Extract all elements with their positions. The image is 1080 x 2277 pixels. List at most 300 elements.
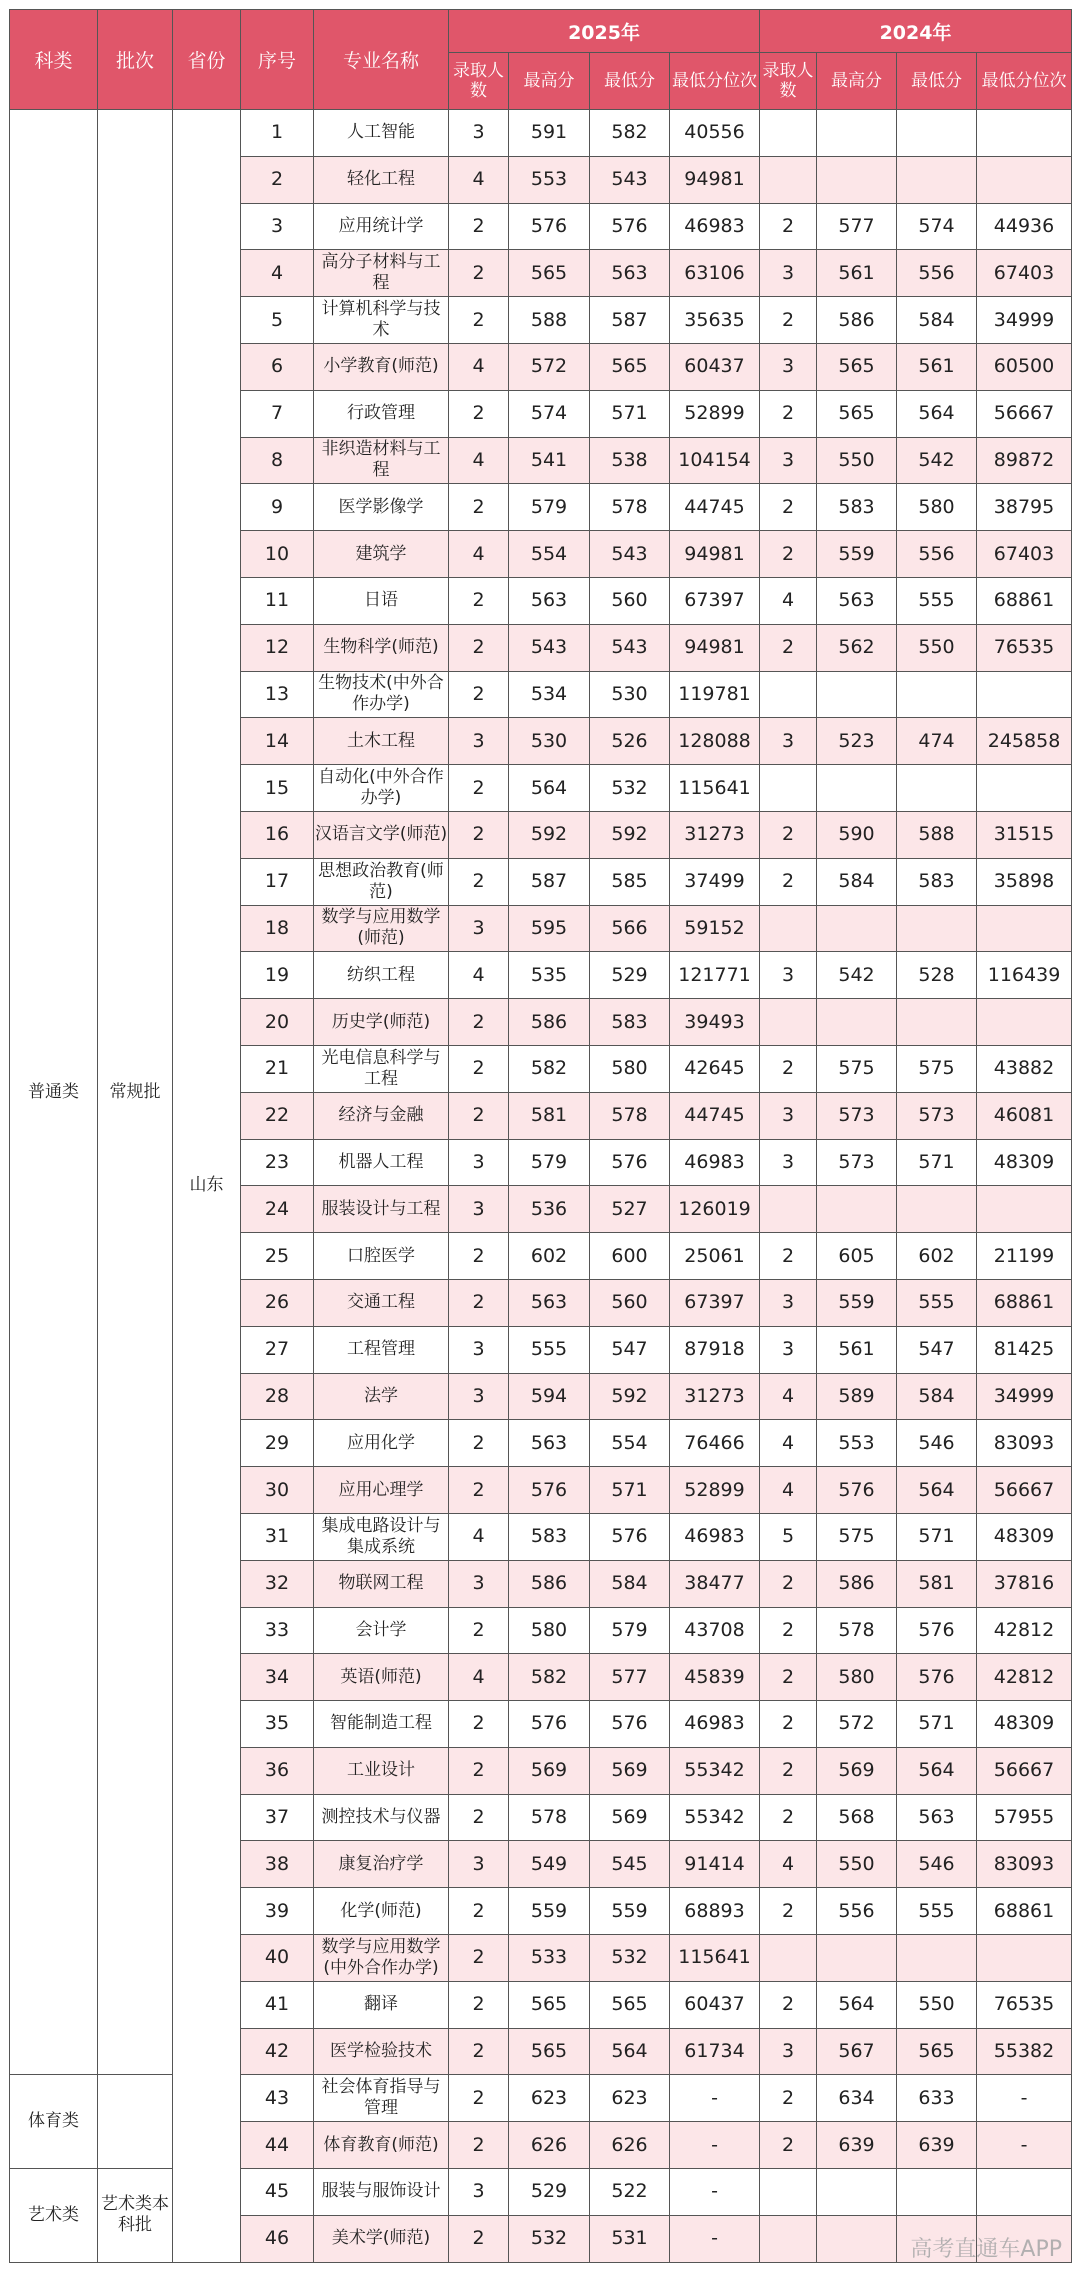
min-rank-2025: 44745 <box>670 484 760 531</box>
min-score-2024: 546 <box>897 1841 977 1888</box>
min-rank-2025: 94981 <box>670 531 760 578</box>
admitted-2025: 2 <box>449 1747 509 1794</box>
max-score-2024: 577 <box>817 203 897 250</box>
major-name: 服装与服饰设计 <box>314 2169 449 2216</box>
min-score-2024 <box>897 2169 977 2216</box>
min-rank-2024: 67403 <box>977 531 1072 578</box>
admitted-2024: 2 <box>760 531 817 578</box>
row-index: 10 <box>241 531 314 578</box>
max-score-2024: 561 <box>817 1326 897 1373</box>
max-score-2025: 532 <box>509 2215 590 2262</box>
major-name: 英语(师范) <box>314 1654 449 1701</box>
min-score-2024: 555 <box>897 1279 977 1326</box>
admitted-2024: 2 <box>760 1747 817 1794</box>
min-score-2024: 639 <box>897 2122 977 2169</box>
min-score-2024: 584 <box>897 1373 977 1420</box>
max-score-2024: 568 <box>817 1794 897 1841</box>
max-score-2024: 559 <box>817 531 897 578</box>
admitted-2025: 2 <box>449 858 509 905</box>
min-rank-2024: 34999 <box>977 297 1072 344</box>
major-name: 会计学 <box>314 1607 449 1654</box>
admitted-2024 <box>760 1186 817 1233</box>
min-score-2025: 547 <box>590 1326 670 1373</box>
max-score-2024: 556 <box>817 1888 897 1935</box>
min-score-2024: 574 <box>897 203 977 250</box>
min-rank-2024 <box>977 156 1072 203</box>
max-score-2024: 523 <box>817 718 897 765</box>
min-score-2024: 633 <box>897 2075 977 2122</box>
row-index: 40 <box>241 1935 314 1982</box>
min-rank-2024: 43882 <box>977 1045 1072 1092</box>
major-name: 小学教育(师范) <box>314 343 449 390</box>
header-2024-min-score: 最低分 <box>897 53 977 110</box>
max-score-2025: 549 <box>509 1841 590 1888</box>
major-name: 生物技术(中外合作办学) <box>314 671 449 718</box>
max-score-2024: 580 <box>817 1654 897 1701</box>
max-score-2025: 592 <box>509 811 590 858</box>
min-rank-2025: 31273 <box>670 811 760 858</box>
admitted-2025: 3 <box>449 1373 509 1420</box>
max-score-2024: 575 <box>817 1045 897 1092</box>
max-score-2025: 602 <box>509 1233 590 1280</box>
major-name: 化学(师范) <box>314 1888 449 1935</box>
max-score-2024: 559 <box>817 1279 897 1326</box>
min-score-2024 <box>897 110 977 157</box>
admitted-2025: 4 <box>449 1513 509 1560</box>
admitted-2024: 2 <box>760 297 817 344</box>
admitted-2024 <box>760 2169 817 2216</box>
admission-score-table <box>9 9 1072 2263</box>
min-rank-2025: 94981 <box>670 624 760 671</box>
max-score-2024: 578 <box>817 1607 897 1654</box>
major-name: 汉语言文学(师范) <box>314 811 449 858</box>
admitted-2024: 2 <box>760 2122 817 2169</box>
min-rank-2024: 67403 <box>977 250 1072 297</box>
header-major: 专业名称 <box>314 10 449 110</box>
min-score-2025: 532 <box>590 1935 670 1982</box>
major-name: 智能制造工程 <box>314 1701 449 1748</box>
admitted-2025: 2 <box>449 1045 509 1092</box>
min-score-2024: 581 <box>897 1560 977 1607</box>
major-name: 康复治疗学 <box>314 1841 449 1888</box>
table-row <box>10 110 1072 157</box>
max-score-2024: 575 <box>817 1513 897 1560</box>
major-name: 服装设计与工程 <box>314 1186 449 1233</box>
row-index: 25 <box>241 1233 314 1280</box>
min-rank-2024: 76535 <box>977 1981 1072 2028</box>
min-rank-2024 <box>977 2169 1072 2216</box>
min-rank-2025: 43708 <box>670 1607 760 1654</box>
max-score-2025: 555 <box>509 1326 590 1373</box>
min-score-2024: 546 <box>897 1420 977 1467</box>
min-rank-2025: 39493 <box>670 999 760 1046</box>
admitted-2025: 2 <box>449 671 509 718</box>
min-score-2024: 584 <box>897 297 977 344</box>
major-name: 建筑学 <box>314 531 449 578</box>
max-score-2024: 605 <box>817 1233 897 1280</box>
min-rank-2024: 55382 <box>977 2028 1072 2075</box>
min-rank-2025: 52899 <box>670 390 760 437</box>
row-index: 41 <box>241 1981 314 2028</box>
admitted-2024: 3 <box>760 1139 817 1186</box>
max-score-2024 <box>817 1186 897 1233</box>
admitted-2024: 2 <box>760 1233 817 1280</box>
row-index: 21 <box>241 1045 314 1092</box>
max-score-2025: 565 <box>509 2028 590 2075</box>
min-rank-2025: 31273 <box>670 1373 760 1420</box>
min-rank-2024: 60500 <box>977 343 1072 390</box>
min-score-2024: 573 <box>897 1092 977 1139</box>
min-rank-2025: 46983 <box>670 1513 760 1560</box>
max-score-2024: 586 <box>817 297 897 344</box>
max-score-2024: 550 <box>817 1841 897 1888</box>
header-province: 省份 <box>173 10 241 110</box>
max-score-2024: 542 <box>817 952 897 999</box>
max-score-2024 <box>817 2215 897 2262</box>
major-name: 历史学(师范) <box>314 999 449 1046</box>
min-score-2025: 563 <box>590 250 670 297</box>
min-score-2024: 571 <box>897 1513 977 1560</box>
row-index: 26 <box>241 1279 314 1326</box>
max-score-2025: 576 <box>509 203 590 250</box>
row-index: 3 <box>241 203 314 250</box>
admitted-2025: 2 <box>449 1701 509 1748</box>
admitted-2025: 2 <box>449 484 509 531</box>
min-rank-2025: 94981 <box>670 156 760 203</box>
header-index: 序号 <box>241 10 314 110</box>
min-score-2024: 576 <box>897 1607 977 1654</box>
min-rank-2024: 83093 <box>977 1420 1072 1467</box>
major-name: 应用心理学 <box>314 1467 449 1514</box>
max-score-2024 <box>817 156 897 203</box>
min-score-2024: 550 <box>897 624 977 671</box>
min-score-2024: 556 <box>897 250 977 297</box>
table-header <box>10 10 1072 110</box>
max-score-2024 <box>817 1935 897 1982</box>
min-rank-2024: 34999 <box>977 1373 1072 1420</box>
row-index: 13 <box>241 671 314 718</box>
category-cell: 艺术类 <box>10 2169 98 2263</box>
max-score-2025: 576 <box>509 1701 590 1748</box>
min-score-2025: 626 <box>590 2122 670 2169</box>
admitted-2024: 2 <box>760 1607 817 1654</box>
admitted-2024 <box>760 1935 817 1982</box>
min-score-2025: 565 <box>590 343 670 390</box>
major-name: 自动化(中外合作办学) <box>314 765 449 812</box>
max-score-2024 <box>817 671 897 718</box>
min-score-2025: 560 <box>590 1279 670 1326</box>
min-rank-2024: 89872 <box>977 437 1072 484</box>
major-name: 纺织工程 <box>314 952 449 999</box>
admitted-2024: 3 <box>760 1279 817 1326</box>
max-score-2025: 554 <box>509 531 590 578</box>
min-rank-2024: 46081 <box>977 1092 1072 1139</box>
min-score-2024 <box>897 1186 977 1233</box>
major-name: 轻化工程 <box>314 156 449 203</box>
admitted-2025: 4 <box>449 1654 509 1701</box>
major-name: 生物科学(师范) <box>314 624 449 671</box>
min-score-2025: 559 <box>590 1888 670 1935</box>
admitted-2024: 3 <box>760 2028 817 2075</box>
row-index: 5 <box>241 297 314 344</box>
max-score-2025: 587 <box>509 858 590 905</box>
admitted-2024: 4 <box>760 1841 817 1888</box>
min-score-2024: 571 <box>897 1701 977 1748</box>
major-name: 交通工程 <box>314 1279 449 1326</box>
min-score-2025: 576 <box>590 203 670 250</box>
table-row <box>10 2169 1072 2216</box>
header-2024-admitted: 录取人数 <box>760 53 817 110</box>
max-score-2024: 564 <box>817 1981 897 2028</box>
min-rank-2024: 31515 <box>977 811 1072 858</box>
row-index: 18 <box>241 905 314 952</box>
min-rank-2025: 119781 <box>670 671 760 718</box>
min-score-2025: 578 <box>590 484 670 531</box>
min-score-2024: 555 <box>897 577 977 624</box>
admitted-2024: 2 <box>760 1794 817 1841</box>
row-index: 34 <box>241 1654 314 1701</box>
min-rank-2024: 81425 <box>977 1326 1072 1373</box>
major-name: 人工智能 <box>314 110 449 157</box>
max-score-2025: 580 <box>509 1607 590 1654</box>
max-score-2024 <box>817 2169 897 2216</box>
row-index: 32 <box>241 1560 314 1607</box>
min-score-2025: 576 <box>590 1701 670 1748</box>
min-score-2024: 575 <box>897 1045 977 1092</box>
max-score-2025: 586 <box>509 1560 590 1607</box>
max-score-2024: 567 <box>817 2028 897 2075</box>
admitted-2025: 2 <box>449 1935 509 1982</box>
admitted-2024: 4 <box>760 1373 817 1420</box>
admitted-2024: 3 <box>760 343 817 390</box>
major-name: 医学检验技术 <box>314 2028 449 2075</box>
min-rank-2025: 46983 <box>670 1701 760 1748</box>
row-index: 38 <box>241 1841 314 1888</box>
min-score-2025: 565 <box>590 1981 670 2028</box>
min-score-2025: 530 <box>590 671 670 718</box>
min-score-2025: 579 <box>590 1607 670 1654</box>
admitted-2024 <box>760 2215 817 2262</box>
admitted-2024: 3 <box>760 250 817 297</box>
min-score-2024: 564 <box>897 390 977 437</box>
major-name: 机器人工程 <box>314 1139 449 1186</box>
admitted-2024: 4 <box>760 1420 817 1467</box>
min-score-2024: 547 <box>897 1326 977 1373</box>
min-rank-2024: 56667 <box>977 390 1072 437</box>
admitted-2024 <box>760 905 817 952</box>
min-rank-2024 <box>977 110 1072 157</box>
table-row <box>10 2075 1072 2122</box>
max-score-2025: 534 <box>509 671 590 718</box>
min-score-2025: 583 <box>590 999 670 1046</box>
min-score-2025: 585 <box>590 858 670 905</box>
min-score-2024 <box>897 156 977 203</box>
min-score-2025: 531 <box>590 2215 670 2262</box>
min-score-2024: 571 <box>897 1139 977 1186</box>
max-score-2025: 564 <box>509 765 590 812</box>
min-rank-2024: 57955 <box>977 1794 1072 1841</box>
min-rank-2025: 60437 <box>670 343 760 390</box>
major-name: 应用化学 <box>314 1420 449 1467</box>
max-score-2025: 576 <box>509 1467 590 1514</box>
min-score-2025: 571 <box>590 390 670 437</box>
admitted-2024: 2 <box>760 811 817 858</box>
admitted-2025: 2 <box>449 2215 509 2262</box>
min-score-2025: 532 <box>590 765 670 812</box>
min-score-2025: 566 <box>590 905 670 952</box>
max-score-2025: 565 <box>509 1981 590 2028</box>
min-score-2025: 571 <box>590 1467 670 1514</box>
min-rank-2025: 76466 <box>670 1420 760 1467</box>
min-score-2025: 545 <box>590 1841 670 1888</box>
category-cell: 普通类 <box>10 110 98 2075</box>
max-score-2025: 563 <box>509 577 590 624</box>
min-rank-2024: 38795 <box>977 484 1072 531</box>
row-index: 43 <box>241 2075 314 2122</box>
min-score-2024 <box>897 905 977 952</box>
major-name: 翻译 <box>314 1981 449 2028</box>
row-index: 46 <box>241 2215 314 2262</box>
admitted-2024: 2 <box>760 1981 817 2028</box>
max-score-2025: 578 <box>509 1794 590 1841</box>
min-score-2025: 587 <box>590 297 670 344</box>
major-name: 法学 <box>314 1373 449 1420</box>
min-score-2025: 560 <box>590 577 670 624</box>
admitted-2024: 3 <box>760 952 817 999</box>
max-score-2025: 579 <box>509 484 590 531</box>
min-score-2024: 550 <box>897 1981 977 2028</box>
province-cell: 山东 <box>173 110 241 2263</box>
min-rank-2025: 61734 <box>670 2028 760 2075</box>
admitted-2025: 3 <box>449 110 509 157</box>
row-index: 4 <box>241 250 314 297</box>
admitted-2025: 2 <box>449 250 509 297</box>
major-name: 集成电路设计与集成系统 <box>314 1513 449 1560</box>
max-score-2024: 584 <box>817 858 897 905</box>
admitted-2024: 2 <box>760 1654 817 1701</box>
admitted-2025: 3 <box>449 905 509 952</box>
max-score-2024: 572 <box>817 1701 897 1748</box>
major-name: 高分子材料与工程 <box>314 250 449 297</box>
major-name: 美术学(师范) <box>314 2215 449 2262</box>
max-score-2025: 583 <box>509 1513 590 1560</box>
min-score-2025: 527 <box>590 1186 670 1233</box>
min-rank-2025: 115641 <box>670 765 760 812</box>
row-index: 44 <box>241 2122 314 2169</box>
min-rank-2025: - <box>670 2169 760 2216</box>
admitted-2025: 3 <box>449 1139 509 1186</box>
max-score-2025: 581 <box>509 1092 590 1139</box>
admitted-2025: 2 <box>449 624 509 671</box>
max-score-2025: 574 <box>509 390 590 437</box>
row-index: 37 <box>241 1794 314 1841</box>
admitted-2024: 2 <box>760 1560 817 1607</box>
min-rank-2025: - <box>670 2122 760 2169</box>
major-name: 口腔医学 <box>314 1233 449 1280</box>
major-name: 测控技术与仪器 <box>314 1794 449 1841</box>
batch-cell: 艺术类本科批 <box>98 2169 173 2263</box>
max-score-2025: 563 <box>509 1420 590 1467</box>
major-name: 光电信息科学与工程 <box>314 1045 449 1092</box>
min-score-2025: 576 <box>590 1513 670 1560</box>
min-rank-2024: 76535 <box>977 624 1072 671</box>
header-2025-admitted: 录取人数 <box>449 53 509 110</box>
major-name: 医学影像学 <box>314 484 449 531</box>
min-score-2024: 542 <box>897 437 977 484</box>
row-index: 2 <box>241 156 314 203</box>
min-rank-2024 <box>977 905 1072 952</box>
row-index: 7 <box>241 390 314 437</box>
min-rank-2025: 46983 <box>670 1139 760 1186</box>
admitted-2024: 2 <box>760 390 817 437</box>
max-score-2025: 553 <box>509 156 590 203</box>
major-name: 非织造材料与工程 <box>314 437 449 484</box>
min-score-2024 <box>897 1935 977 1982</box>
max-score-2025: 594 <box>509 1373 590 1420</box>
min-score-2024: 555 <box>897 1888 977 1935</box>
row-index: 27 <box>241 1326 314 1373</box>
min-rank-2025: 38477 <box>670 1560 760 1607</box>
admitted-2024: 4 <box>760 577 817 624</box>
row-index: 42 <box>241 2028 314 2075</box>
min-rank-2024: 21199 <box>977 1233 1072 1280</box>
admitted-2025: 2 <box>449 1981 509 2028</box>
admitted-2025: 2 <box>449 1467 509 1514</box>
major-name: 日语 <box>314 577 449 624</box>
min-score-2025: 522 <box>590 2169 670 2216</box>
admitted-2024: 3 <box>760 1326 817 1373</box>
min-score-2025: 569 <box>590 1794 670 1841</box>
table-body <box>10 110 1072 2263</box>
max-score-2025: 591 <box>509 110 590 157</box>
major-name: 经济与金融 <box>314 1092 449 1139</box>
admitted-2024 <box>760 765 817 812</box>
row-index: 33 <box>241 1607 314 1654</box>
min-rank-2024 <box>977 671 1072 718</box>
min-score-2025: 584 <box>590 1560 670 1607</box>
min-score-2025: 580 <box>590 1045 670 1092</box>
admitted-2024 <box>760 671 817 718</box>
row-index: 45 <box>241 2169 314 2216</box>
major-name: 数学与应用数学(师范) <box>314 905 449 952</box>
admitted-2024: 5 <box>760 1513 817 1560</box>
admitted-2025: 2 <box>449 1888 509 1935</box>
min-rank-2024: 245858 <box>977 718 1072 765</box>
min-rank-2025: 91414 <box>670 1841 760 1888</box>
max-score-2024: 561 <box>817 250 897 297</box>
admitted-2025: 2 <box>449 390 509 437</box>
row-index: 23 <box>241 1139 314 1186</box>
min-score-2025: 529 <box>590 952 670 999</box>
min-rank-2025: 104154 <box>670 437 760 484</box>
max-score-2024: 634 <box>817 2075 897 2122</box>
min-rank-2025: 59152 <box>670 905 760 952</box>
admitted-2025: 2 <box>449 2075 509 2122</box>
max-score-2025: 582 <box>509 1654 590 1701</box>
admitted-2025: 2 <box>449 765 509 812</box>
row-index: 24 <box>241 1186 314 1233</box>
admitted-2025: 2 <box>449 1279 509 1326</box>
watermark: 高考直通车APP <box>910 2237 1062 2262</box>
admitted-2024: 3 <box>760 437 817 484</box>
min-score-2024: 602 <box>897 1233 977 1280</box>
min-rank-2025: 55342 <box>670 1794 760 1841</box>
row-index: 19 <box>241 952 314 999</box>
min-score-2025: 564 <box>590 2028 670 2075</box>
min-rank-2025: 68893 <box>670 1888 760 1935</box>
row-index: 9 <box>241 484 314 531</box>
admitted-2025: 2 <box>449 2122 509 2169</box>
